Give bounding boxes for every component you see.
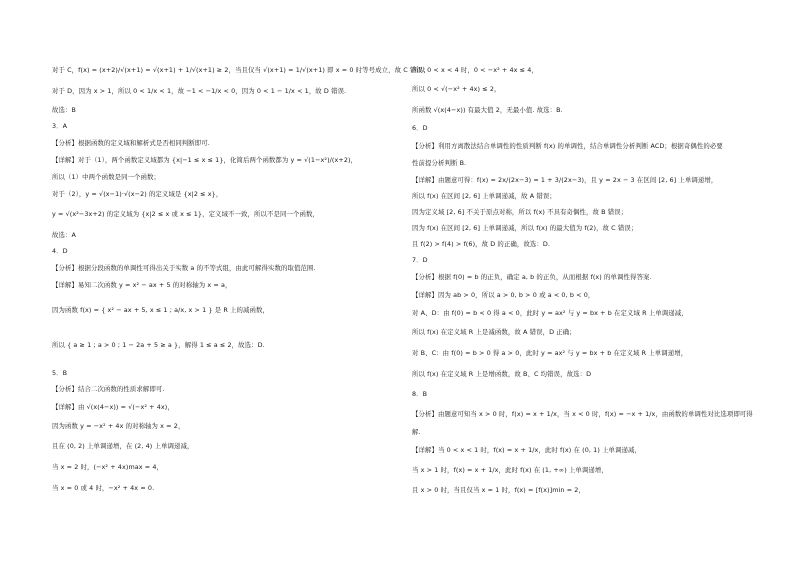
text-line: 8．B <box>412 390 428 398</box>
text-line: 性前提分析判断 B. <box>412 159 467 167</box>
text-line: 4．D <box>52 247 68 255</box>
text-line: 【分析】根据函数的定义域和解析式是否相同判断即可. <box>52 139 210 147</box>
text-line: 对 A、D：由 f(0) = b < 0 得 a < 0，此时 y = ax² 与 y = bx + b 在定义域 R 上单调递减， <box>412 309 688 317</box>
text-line: 当 x = 0 或 4 时，−x² + 4x = 0. <box>52 484 155 492</box>
text-line: 【分析】根据分段函数的单调性可得出关于实数 a 的不等式组，由此可解得实数的取值范围. <box>52 264 316 272</box>
text-line: 因为函数 y = −x² + 4x 的对称轴为 x = 2， <box>52 422 185 430</box>
text-line: 所以 f(x) 在定义域 R 上是减函数，故 A 错误，D 正确； <box>412 328 576 336</box>
text-line: 6．D <box>412 124 428 132</box>
text-line: 且在 (0, 2) 上单调递增，在 (2, 4) 上单调递减， <box>52 442 194 450</box>
text-line: 当 x > 1 时，f(x) = x + 1/x，此时 f(x) 在 (1, +∞) 上单调递增， <box>412 466 608 474</box>
text-line: 【详解】由题意可得：f(x) = 2x/(2x−3) = 1 + 3/(2x−3)，且 y = 2x − 3 在区间 [2, 6] 上单调递增， <box>412 176 718 184</box>
text-line: 所以 f(x) 在区间 [2, 6] 上单调递减，故 A 错误； <box>412 192 556 200</box>
text-line: 因为 f(x) 在区间 [2, 6] 上单调递减，所以 f(x) 的最大值为 f(2)，故 C 错误； <box>412 224 638 232</box>
text-line: 因为定义域 [2, 6] 不关于原点对称，所以 f(x) 不具有奇偶性，故 B 错误； <box>412 208 628 216</box>
text-line: 所以（1）中两个函数是同一个函数； <box>52 173 161 181</box>
text-line: 7．D <box>412 256 428 264</box>
text-line: 对于 C，f(x) = (x+2)/√(x+1) = √(x+1) + 1/√(x+1) ≥ 2，当且仅当 √(x+1) = 1/√(x+1) 即 x = 0 时等号成立，故 C 错误； <box>52 66 430 74</box>
text-line: 【详解】当 0 < x < 1 时，f(x) = x + 1/x，此时 f(x) 在 (0, 1) 上单调递减， <box>412 446 642 454</box>
text-line: 【分析】结合二次函数的性质求解即可. <box>52 385 165 393</box>
text-line: 因为函数 f(x) = { x² − ax + 5, x ≤ 1 ; a/x, x > 1 } 是 R 上的减函数， <box>52 306 269 314</box>
text-line: 所以 { a ≥ 1 ; a > 0 ; 1 − 2a + 5 ≥ a }，解得 1 ≤ a ≤ 2，故选：D. <box>52 341 265 349</box>
text-line: 且 f(2) > f(4) > f(6)，故 D 的正确，故选：D. <box>412 240 551 248</box>
text-line: 故选：A <box>52 231 76 239</box>
text-line: 对 B、C：由 f(0) = b > 0 得 a > 0，此时 y = ax² 与 y = bx + b 在定义域 R 上单调递增， <box>412 349 688 357</box>
text-line: 对于（2），y = √(x−1)·√(x−2) 的定义域是 {x|2 ≤ x}， <box>52 190 223 198</box>
text-line: 所以 0 < √(−x² + 4x) ≤ 2， <box>412 85 501 93</box>
text-line: 故选：B <box>52 106 76 114</box>
text-line: 所函数 √(x(4−x)) 有最大值 2，无最小值. 故选：B. <box>412 106 563 114</box>
text-line: 【详解】由 √(x(4−x)) = √(−x² + 4x)， <box>52 403 174 411</box>
text-line: 解. <box>412 428 421 436</box>
text-line: 5．B <box>52 369 68 377</box>
text-line: 【分析】利用方离散法结合单调性的性质判断 f(x) 的单调性，结合单调性分析判断 ACD；根据奇偶性的必要 <box>412 142 723 150</box>
text-line: 所以 f(x) 在定义域 R 上是增函数，故 B、C 均错误，故选：D <box>412 370 592 378</box>
text-line: 所以 0 < x < 4 时，0 < −x² + 4x ≤ 4， <box>412 66 538 74</box>
text-line: 【详解】对于（1），两个函数定义域都为 {x|−1 ≤ x ≤ 1}，化简后两个函数都为 y = √(1−x²)/(x+2)， <box>52 156 358 164</box>
text-line: 当 x = 2 时，(−x² + 4x)max = 4， <box>52 463 164 471</box>
text-line: 【分析】根据 f(0) = b 的正负，确定 a, b 的正负，从而根据 f(x) 的单调性得答案. <box>412 273 652 281</box>
text-line: 【详解】因为 ab > 0，所以 a > 0, b > 0 或 a < 0, b < 0， <box>412 291 595 299</box>
text-line: 3．A <box>52 122 68 130</box>
text-line: 【分析】由题意可知当 x > 0 时，f(x) = x + 1/x，当 x < 0 时，f(x) = −x + 1/x，由函数的单调性对比选项即可得 <box>412 410 753 418</box>
text-line: 对于 D，因为 x > 1，所以 0 < 1/x < 1，故 −1 < −1/x < 0，因为 0 < 1 − 1/x < 1，故 D 错误. <box>52 87 347 95</box>
text-line: 且 x > 0 时，当且仅当 x = 1 时，f(x) = [f(x)]min = 2， <box>412 486 585 494</box>
text-line: 【详解】易知二次函数 y = x² − ax + 5 的对称轴为 x = a， <box>52 281 232 289</box>
text-line: y = √(x²−3x+2) 的定义域为 {x|2 ≤ x 或 x ≤ 1}，定义域不一致，所以不是同一个函数， <box>52 210 319 218</box>
